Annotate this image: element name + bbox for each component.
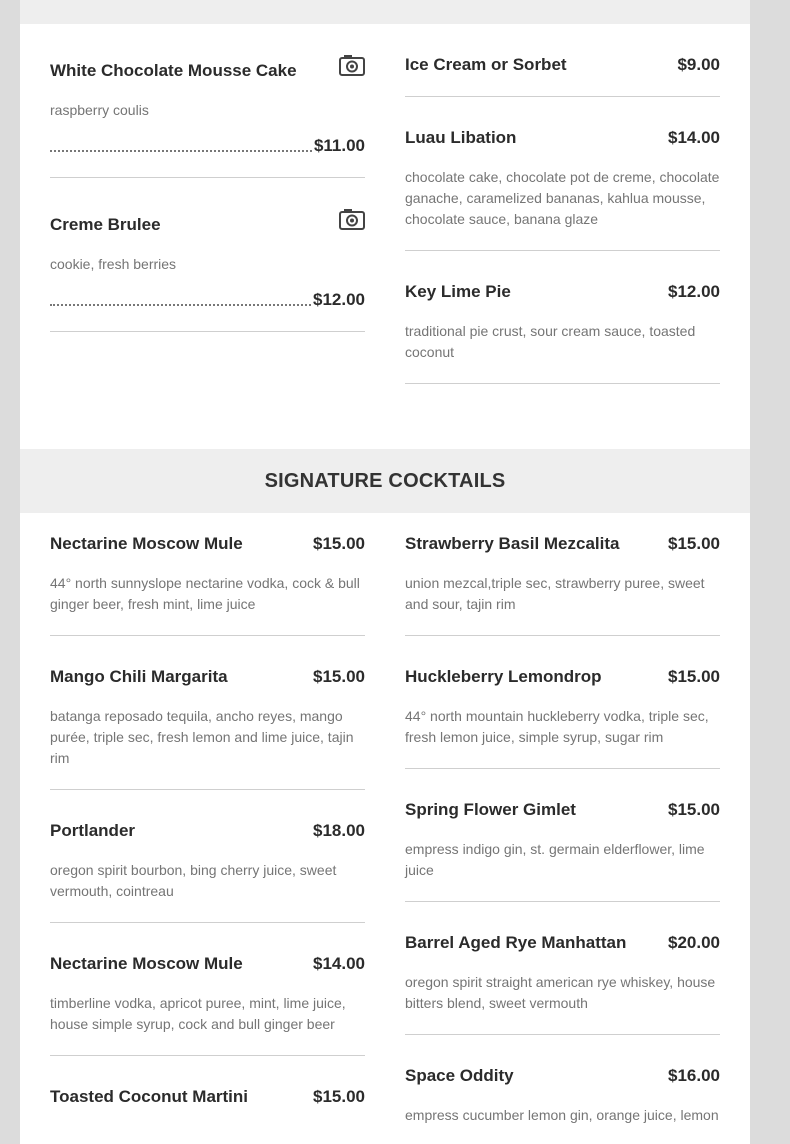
- list-item[interactable]: [50, 1056, 365, 1128]
- list-item[interactable]: [50, 923, 365, 1056]
- item-price: $18.00: [313, 821, 365, 840]
- item-price: $15.00: [668, 667, 720, 686]
- item-description: 44° north mountain huckleberry vodka, triple sec, fresh lemon juice, simple syrup, sugar rim: [405, 708, 709, 745]
- item-name: Mango Chili Margarita: [50, 667, 228, 686]
- list-item[interactable]: [405, 902, 720, 1035]
- item-price: $20.00: [668, 933, 720, 952]
- section-title: SIGNATURE COCKTAILS: [264, 469, 506, 492]
- list-item[interactable]: [50, 503, 365, 636]
- item-description: traditional pie crust, sour cream sauce, toasted coconut: [405, 323, 696, 360]
- list-item[interactable]: [50, 636, 365, 790]
- list-item[interactable]: [50, 24, 365, 178]
- list-item[interactable]: [50, 790, 365, 923]
- item-description: raspberry coulis: [50, 102, 149, 118]
- item-price: $14.00: [313, 954, 365, 973]
- item-name: White Chocolate Mousse Cake: [50, 61, 297, 80]
- item-name: Key Lime Pie: [405, 282, 511, 301]
- item-description: timberline vodka, apricot puree, mint, lime juice, house simple syrup, cock and bull ginger beer: [50, 995, 346, 1032]
- cocktail-right-column: [405, 503, 720, 1144]
- item-price: $15.00: [313, 1087, 365, 1106]
- cocktail-left-column: [50, 503, 365, 1128]
- item-name: Ice Cream or Sorbet: [405, 55, 567, 74]
- dot-leader: [50, 304, 311, 306]
- list-item[interactable]: [405, 636, 720, 769]
- item-price: $15.00: [668, 800, 720, 819]
- list-item[interactable]: [405, 97, 720, 251]
- item-price: $15.00: [313, 534, 365, 553]
- item-name: Toasted Coconut Martini: [50, 1087, 249, 1106]
- item-price: $15.00: [668, 534, 720, 553]
- top-band: [20, 0, 750, 24]
- item-description: oregon spirit straight american rye whiskey, house bitters blend, sweet vermouth: [405, 974, 716, 1011]
- item-description: chocolate cake, chocolate pot de creme, chocolate ganache, caramelized bananas, kahlua mousse, chocolate sauce, banana glaze: [405, 169, 720, 227]
- item-price: $12.00: [668, 282, 720, 301]
- item-name: Strawberry Basil Mezcalita: [405, 534, 620, 553]
- list-item[interactable]: [405, 24, 720, 97]
- item-description: empress cucumber lemon gin, orange juice, lemon: [405, 1107, 719, 1123]
- item-name: Spring Flower Gimlet: [405, 800, 576, 819]
- item-description: 44° north sunnyslope nectarine vodka, cock & bull ginger beer, fresh mint, lime juice: [50, 575, 360, 612]
- dessert-right-column: [405, 24, 720, 384]
- item-name: Luau Libation: [405, 128, 517, 147]
- item-name: Huckleberry Lemondrop: [405, 667, 602, 686]
- item-price: $12.00: [313, 290, 365, 309]
- item-description: union mezcal,triple sec, strawberry puree, sweet and sour, tajin rim: [405, 575, 705, 612]
- menu-page: [20, 0, 750, 1144]
- item-price: $16.00: [668, 1066, 720, 1085]
- item-name: Space Oddity: [405, 1066, 514, 1085]
- dessert-left-column: [50, 24, 365, 332]
- list-item[interactable]: [405, 503, 720, 636]
- list-item[interactable]: [405, 251, 720, 384]
- item-description: cookie, fresh berries: [50, 256, 177, 272]
- item-description: oregon spirit bourbon, bing cherry juice, sweet vermouth, cointreau: [50, 862, 337, 899]
- item-price: $15.00: [313, 667, 365, 686]
- item-name: Nectarine Moscow Mule: [50, 954, 243, 973]
- item-name: Creme Brulee: [50, 215, 161, 234]
- list-item[interactable]: [50, 178, 365, 332]
- camera-icon[interactable]: [339, 54, 365, 76]
- item-name: Portlander: [50, 821, 136, 840]
- list-item[interactable]: [405, 1035, 720, 1144]
- item-price: $9.00: [677, 55, 720, 74]
- item-price: $11.00: [313, 136, 365, 155]
- dot-leader: [50, 150, 312, 152]
- item-name: Nectarine Moscow Mule: [50, 534, 243, 553]
- item-description: batanga reposado tequila, ancho reyes, mango purée, triple sec, fresh lemon and lime juice, tajin rim: [50, 708, 354, 766]
- camera-icon[interactable]: [339, 208, 365, 230]
- item-description: empress indigo gin, st. germain elderflower, lime juice: [405, 841, 705, 878]
- list-item[interactable]: [405, 769, 720, 902]
- item-price: $14.00: [668, 128, 720, 147]
- item-name: Barrel Aged Rye Manhattan: [405, 933, 627, 952]
- dessert-section: [20, 24, 750, 449]
